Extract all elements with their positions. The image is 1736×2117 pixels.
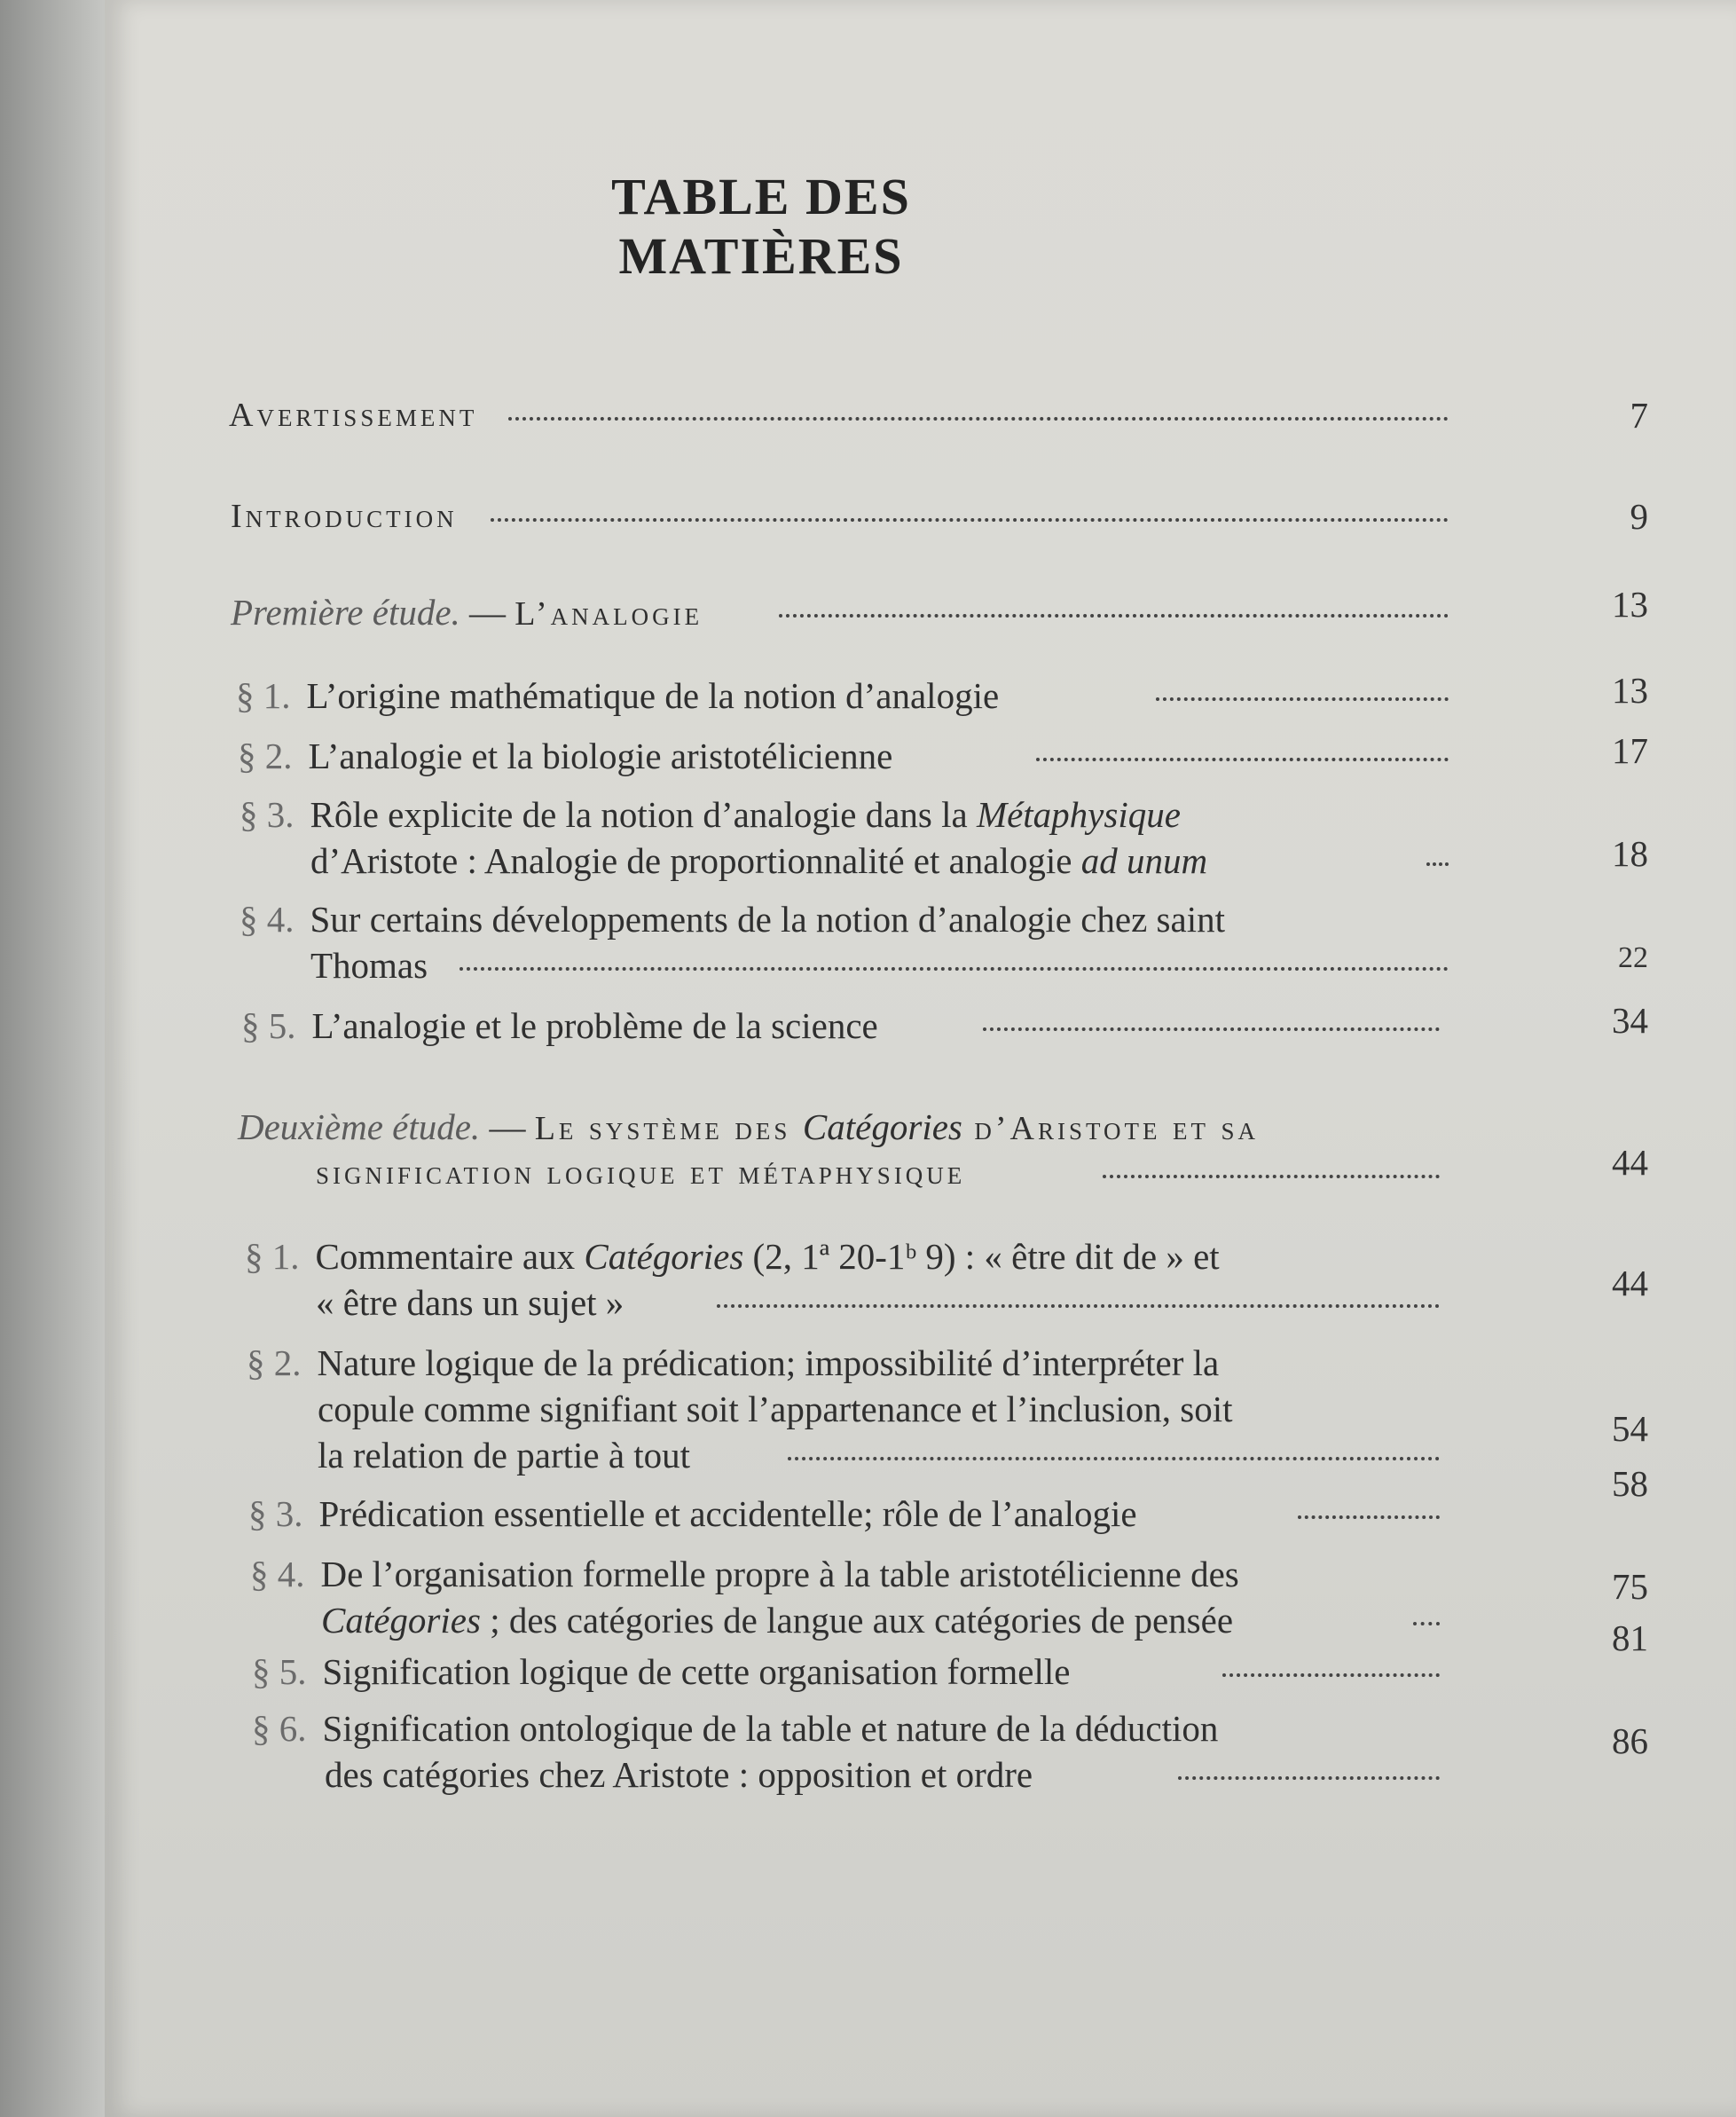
part-title-italic: Catégories xyxy=(802,1106,962,1147)
page-number: 9 xyxy=(1630,496,1648,537)
dot-leader xyxy=(1156,689,1449,701)
dot-leader xyxy=(508,408,1449,421)
toc-section xyxy=(250,1551,1239,1597)
page-number: 54 xyxy=(1612,1408,1648,1449)
section-title-cont: Thomas xyxy=(310,945,428,986)
section-title-line2: ; des catégories de langue aux catégories de pensée xyxy=(480,1600,1234,1641)
part-title: L’analogie xyxy=(515,595,703,633)
section-title: Commentaire aux xyxy=(315,1236,585,1277)
toc-part-2 xyxy=(238,1104,1259,1152)
dot-leader xyxy=(1298,1507,1440,1519)
page-number: 75 xyxy=(1612,1566,1648,1607)
dot-leader xyxy=(1413,1613,1440,1625)
page-number: 18 xyxy=(1612,833,1648,874)
section-title: L’analogie et la biologie aristotélicienne xyxy=(308,736,893,776)
page-number: 22 xyxy=(1618,941,1648,974)
dot-leader xyxy=(1178,1767,1440,1780)
toc-section-continuation xyxy=(310,942,428,988)
page-number: 7 xyxy=(1630,395,1648,436)
section-number: § 5. xyxy=(252,1651,307,1692)
part-label: Deuxième étude. xyxy=(238,1106,481,1147)
page-number: 86 xyxy=(1612,1720,1648,1761)
section-title-cont: (2, 1ª 20-1ᵇ 9) : « être dit de » et xyxy=(743,1236,1220,1277)
section-title: Prédication essentielle et accidentelle; rôle de l’analogie xyxy=(318,1493,1137,1534)
section-title: Sur certains développements de la notion d’analogie chez saint xyxy=(310,899,1225,940)
book-gutter xyxy=(0,0,111,2117)
page-number: 44 xyxy=(1612,1142,1648,1183)
page-number: 58 xyxy=(1612,1463,1648,1504)
section-title-italic: Métaphysique xyxy=(976,794,1181,835)
toc-section xyxy=(247,1340,1219,1386)
part-title-cont: d’Aristote et sa xyxy=(962,1110,1259,1147)
section-number: § 2. xyxy=(247,1342,302,1383)
section-title-italic: Catégories xyxy=(584,1236,744,1277)
toc-section-continuation xyxy=(318,1432,690,1478)
toc-part-2-continuation xyxy=(316,1150,965,1196)
toc-section xyxy=(241,1003,878,1049)
entry-label: Avertissement xyxy=(229,397,478,434)
toc-section xyxy=(240,791,1181,838)
section-title-italic: ad unum xyxy=(1080,840,1208,881)
dot-leader xyxy=(491,509,1449,522)
section-number: § 6. xyxy=(252,1708,307,1749)
toc-entry-avertissement xyxy=(229,392,477,438)
section-title-cont: d’Aristote : Analogie de proportionnalité et analogie xyxy=(310,840,1081,881)
section-number: § 2. xyxy=(238,736,293,776)
section-title: Rôle explicite de la notion d’analogie dans la xyxy=(310,794,977,835)
part-label: Première étude. xyxy=(231,592,460,633)
page-number: 17 xyxy=(1612,730,1648,771)
page-title: TABLE DES MATIÈRES xyxy=(611,168,911,285)
book-page xyxy=(105,0,1736,2117)
section-title: Nature logique de la prédication; impossibilité d’interpréter la xyxy=(317,1342,1220,1383)
section-title-line2: des catégories chez Aristote : opposition et ordre xyxy=(325,1754,1033,1795)
section-title: Signification ontologique de la table et nature de la déduction xyxy=(322,1708,1219,1749)
dot-leader xyxy=(779,605,1449,618)
part-dash: — xyxy=(460,592,515,633)
section-number: § 1. xyxy=(245,1236,300,1277)
toc-entry-introduction xyxy=(231,493,458,539)
page-number: 44 xyxy=(1612,1263,1648,1303)
toc-section xyxy=(252,1649,1070,1695)
dot-leader xyxy=(1103,1166,1440,1178)
page-number: 13 xyxy=(1612,670,1648,711)
section-title: L’origine mathématique de la notion d’analogie xyxy=(306,675,1000,716)
section-title: De l’organisation formelle propre à la table aristotélicienne des xyxy=(320,1554,1239,1594)
dot-leader xyxy=(1036,749,1449,761)
part-title: Le système des xyxy=(534,1110,803,1147)
dot-leader xyxy=(717,1295,1440,1308)
dot-leader xyxy=(788,1448,1440,1460)
toc-section-continuation xyxy=(316,1279,624,1326)
section-title-line3: la relation de partie à tout xyxy=(318,1435,691,1476)
toc-section-continuation xyxy=(310,838,1207,884)
dot-leader xyxy=(1222,1664,1440,1677)
section-number: § 1. xyxy=(236,675,291,716)
part-dash: — xyxy=(480,1106,535,1147)
section-number: § 3. xyxy=(240,794,295,835)
section-title: L’analogie et le problème de la science xyxy=(311,1005,878,1046)
toc-section xyxy=(240,896,1225,942)
toc-section xyxy=(238,733,892,779)
toc-section xyxy=(236,673,999,719)
part-title-line2: signification logique et métaphysique xyxy=(316,1154,966,1192)
section-number: § 4. xyxy=(240,899,295,940)
section-number: § 5. xyxy=(241,1005,296,1046)
entry-label: Introduction xyxy=(231,498,458,535)
section-number: § 3. xyxy=(248,1493,303,1534)
toc-part-1 xyxy=(231,589,703,637)
dot-leader xyxy=(1426,854,1449,866)
section-number: § 4. xyxy=(250,1554,305,1594)
dot-leader xyxy=(983,1019,1440,1031)
toc-section xyxy=(245,1233,1220,1279)
toc-section xyxy=(248,1491,1137,1537)
page-number: 34 xyxy=(1612,1000,1648,1041)
section-title-italic: Catégories xyxy=(321,1600,481,1641)
page-number: 13 xyxy=(1612,584,1648,625)
section-title-line2: copule comme signifiant soit l’appartenance et l’inclusion, soit xyxy=(318,1389,1233,1429)
toc-section-continuation xyxy=(325,1751,1033,1798)
page-number: 81 xyxy=(1612,1617,1648,1658)
toc-section xyxy=(252,1705,1218,1751)
toc-section-continuation xyxy=(318,1386,1233,1432)
section-title-line2: « être dans un sujet » xyxy=(316,1282,624,1323)
dot-leader xyxy=(460,958,1449,971)
toc-section-continuation xyxy=(321,1597,1233,1643)
section-title: Signification logique de cette organisation formelle xyxy=(322,1651,1071,1692)
